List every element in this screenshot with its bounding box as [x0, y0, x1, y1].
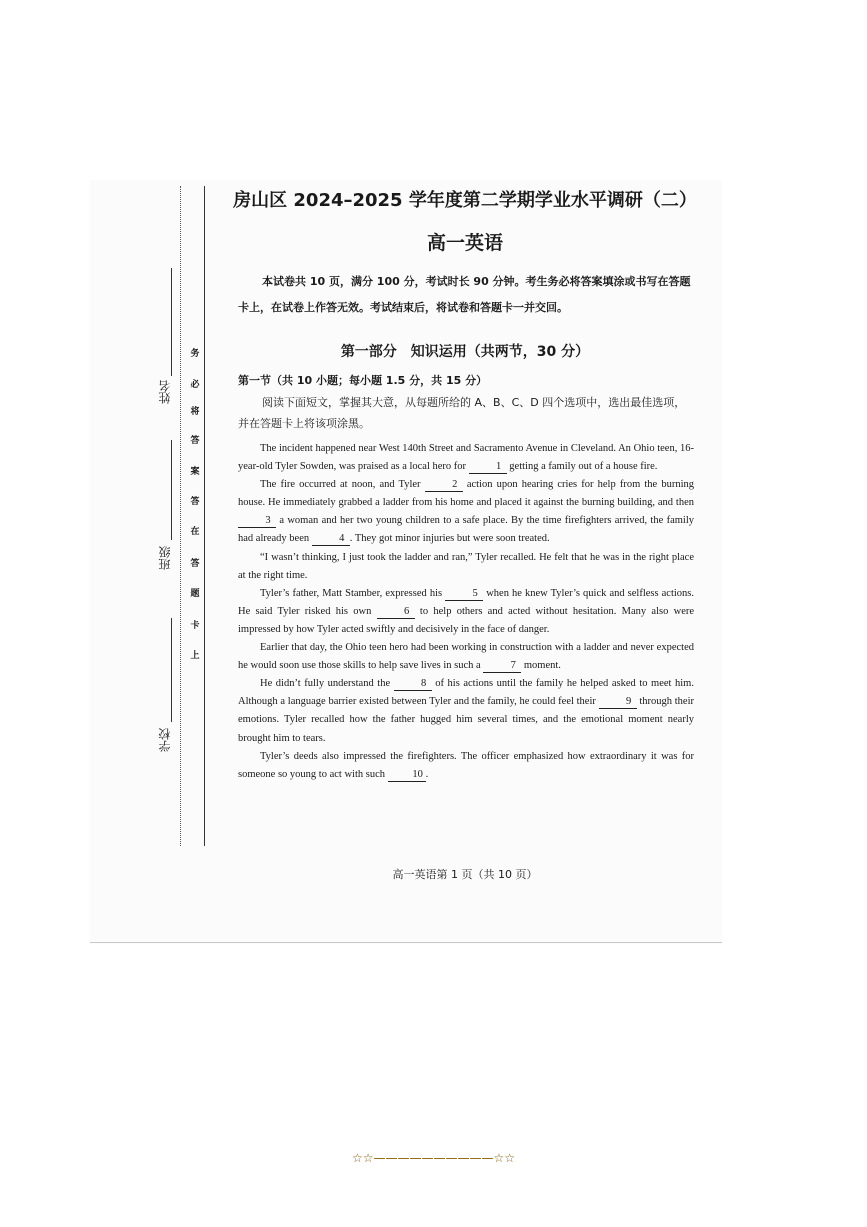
paragraph: The incident happened near West 140th Street and Sacramento Avenue in Cleveland. An Ohio teen, 16-year-old Tyler Sowden, was praised as a local hero for 1 getting a family out of a house fire. [238, 443, 694, 473]
class-field-line [171, 440, 172, 540]
notice-char: 在 [190, 527, 200, 537]
blank-10: 10 [388, 769, 426, 782]
blank-9: 9 [599, 696, 637, 709]
notice-char: 答 [190, 497, 200, 507]
blank-7: 7 [483, 660, 521, 673]
school-field-line [171, 618, 172, 722]
notice-char: 务 [190, 349, 200, 359]
binding-solid-line [204, 186, 205, 846]
notice-char: 答 [190, 559, 200, 569]
exam-subject: 高一英语 [426, 232, 503, 254]
blank-4: 4 [312, 533, 350, 546]
bottom-decoration: ☆☆——————————☆☆ [351, 1151, 516, 1165]
exam-instructions: 本试卷共 10 页，满分 100 分，考试时长 90 分钟。考生务必将答案填涂或书写在答题卡上，在试卷上作答无效。考试结束后，将试卷和答题卡一并交回。 [238, 275, 691, 314]
blank-2: 2 [425, 479, 463, 492]
blank-8: 8 [394, 678, 432, 691]
school-label: 学校 [158, 728, 172, 752]
binding-dotted-line [180, 186, 181, 846]
paragraph: Tyler’s deeds also impressed the firefighters. The officer emphasized how extraordinary it was for someone so young to act with such 10 . [238, 750, 694, 780]
name-label: 姓名 [158, 380, 172, 404]
notice-char: 将 [190, 407, 200, 417]
blank-6: 6 [377, 606, 415, 619]
paragraph: Tyler’s father, Matt Stamber, expressed his 5 when he knew Tyler’s quick and selfless actions. He said Tyler risked his own 6 to help others and acted without hesitation. Many also were impressed by how Tyler acted swiftly and decisively in the face of danger. [238, 587, 695, 635]
notice-char: 上 [190, 651, 200, 661]
paragraph: He didn’t fully understand the 8 of his actions until the family he helped asked to meet him. Although a language barrier existed between Tyler and the family, he could feel their 9 through their emotions. Tyler recalled how the father hugged him several times, and the emotional moment nearly brought him to tears. [238, 678, 695, 744]
notice-char: 答 [190, 436, 200, 446]
name-field-line [171, 268, 172, 376]
section-directions: 阅读下面短文，掌握其大意，从每题所给的 A、B、C、D 四个选项中，选出最佳选项，并在答题卡上将该项涂黑。 [238, 396, 686, 430]
notice-char: 案 [190, 467, 200, 477]
exam-title: 房山区 2024–2025 学年度第二学期学业水平调研（二） [233, 190, 697, 211]
notice-char: 题 [190, 589, 200, 599]
section-heading: 第一节（共 10 小题；每小题 1.5 分，共 15 分） [238, 374, 488, 387]
class-label: 班级 [158, 546, 172, 570]
blank-1: 1 [469, 461, 507, 474]
blank-3: 3 [238, 515, 276, 528]
page-edge [90, 942, 722, 943]
cloze-passage [238, 440, 694, 784]
part-heading: 第一部分 知识运用（共两节，30 分） [340, 344, 590, 360]
paragraph: Earlier that day, the Ohio teen hero had been working in construction with a ladder and never expected he would soon use those skills to help save lives in such a 7 moment. [238, 642, 694, 672]
notice-char: 卡 [190, 621, 200, 631]
blank-5: 5 [445, 588, 483, 601]
page-footer: 高一英语第 1 页（共 10 页） [392, 868, 538, 881]
paragraph: “I wasn’t thinking, I just took the ladder and ran,” Tyler recalled. He felt that he was in the right place at the right time. [238, 551, 694, 581]
paragraph: The fire occurred at noon, and Tyler 2 action upon hearing cries for help from the burning house. He immediately grabbed a ladder from his home and placed it against the burning building, and then 3 a woman and her two young children to a safe place. By the time firefighters arrived, the family had already been 4 . They got minor injuries but were soon treated. [238, 479, 694, 545]
notice-char: 必 [190, 380, 200, 390]
